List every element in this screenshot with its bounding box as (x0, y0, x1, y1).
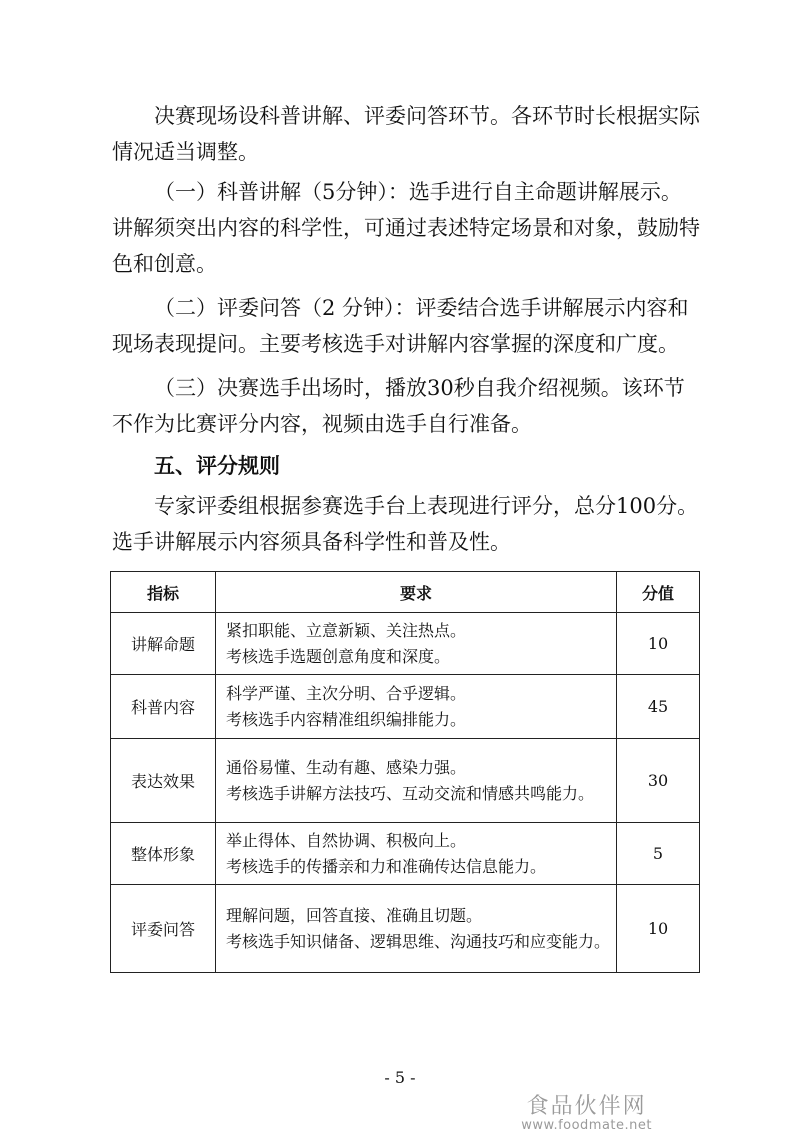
watermark-logo (521, 1095, 652, 1133)
page-number: - 5 - (384, 1068, 416, 1087)
header-indicator: 指标 (111, 572, 216, 613)
requirement-line: 紧扣职能、立意新颖、关注热点。 (226, 620, 467, 640)
table-row (111, 739, 700, 823)
header-score: 分值 (617, 572, 700, 613)
paragraph-judge-qa: （二）评委问答（2 分钟）：评委结合选手讲解展示内容和现场表现提问。主要考核选手对讲解内容掌握的深度和广度。 (112, 296, 689, 356)
row-score: 10 (617, 885, 700, 973)
row-requirement (216, 739, 617, 823)
requirement-line: 举止得体、自然协调、积极向上。 (226, 830, 467, 850)
paragraph-final-format: 决赛现场设科普讲解、评委问答环节。各环节时长根据实际情况适当调整。 (112, 104, 700, 164)
row-indicator: 讲解命题 (111, 613, 216, 675)
row-requirement (216, 823, 617, 885)
table-row (111, 885, 700, 973)
scoring-table (110, 571, 700, 973)
row-score: 5 (617, 823, 700, 885)
row-score: 30 (617, 739, 700, 823)
requirement-line: 考核选手选题创意角度和深度。 (226, 646, 451, 666)
row-indicator: 评委问答 (111, 885, 216, 973)
row-indicator: 科普内容 (111, 675, 216, 739)
section-heading: 五、评分规则 (154, 454, 280, 478)
requirement-line: 通俗易懂、生动有趣、感染力强。 (226, 757, 467, 777)
paragraph-intro-video: （三）决赛选手出场时，播放30秒自我介绍视频。该环节不作为比赛评分内容，视频由选手自行准备。 (112, 376, 685, 436)
requirement-line: 考核选手内容精准组织编排能力。 (226, 709, 467, 729)
table-row (111, 823, 700, 885)
watermark-name: 食品伙伴网 (526, 1094, 647, 1119)
watermark-url: www.foodmate.net (521, 1118, 652, 1133)
requirement-line: 理解问题，回答直接、准确且切题。 (226, 905, 483, 925)
row-indicator: 表达效果 (111, 739, 216, 823)
row-score: 10 (617, 613, 700, 675)
row-requirement (216, 613, 617, 675)
requirement-line: 科学严谨、主次分明、合乎逻辑。 (226, 683, 467, 703)
header-requirement: 要求 (216, 572, 617, 613)
requirement-line: 考核选手的传播亲和力和准确传达信息能力。 (226, 856, 547, 876)
requirement-line: 考核选手知识储备、逻辑思维、沟通技巧和应变能力。 (226, 931, 611, 951)
table-row (111, 675, 700, 739)
paragraph-science-explanation: （一）科普讲解（5分钟）：选手进行自主命题讲解展示。讲解须突出内容的科学性，可通过表述特定场景和对象，鼓励特色和创意。 (112, 180, 700, 276)
row-score: 45 (617, 675, 700, 739)
row-requirement (216, 885, 617, 973)
table-row (111, 613, 700, 675)
paragraph-scoring-intro: 专家评委组根据参赛选手台上表现进行评分，总分100分。选手讲解展示内容须具备科学性和普及性。 (112, 494, 699, 554)
row-indicator: 整体形象 (111, 823, 216, 885)
table-header-row (111, 572, 700, 613)
row-requirement (216, 675, 617, 739)
requirement-line: 考核选手讲解方法技巧、互动交流和情感共鸣能力。 (226, 783, 595, 803)
